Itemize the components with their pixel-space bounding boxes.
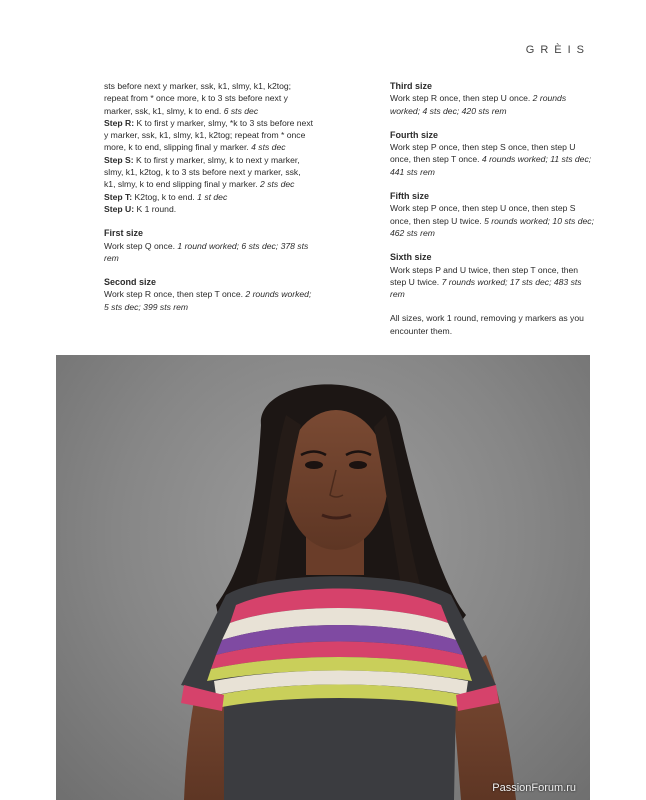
sixth-size-text: Work steps P and U twice, then step T once, then step U twice. 7 rounds worked; 17 sts dec; 483 sts rem	[390, 264, 582, 300]
model-illustration	[56, 355, 590, 800]
third-size-text: Work step R once, then step U once. 2 rounds worked; 4 sts dec; 420 sts rem	[390, 93, 567, 116]
sixth-size-heading: Sixth size	[390, 252, 432, 263]
right-column	[390, 80, 595, 337]
fifth-size-text: Work step P once, then step U once, then step S once, then step U twice. 5 rounds worked; 10 sts dec; 462 sts rem	[390, 203, 594, 238]
second-size-text: Work step R once, then step T once. 2 rounds worked; 5 sts dec; 399 sts rem	[104, 289, 312, 312]
model-photo	[56, 355, 590, 800]
instruction-intro: sts before next y marker, ssk, k1, slmy, k1, k2tog; repeat from * once more, k to 3 sts before next y marker, ssk, k1, slmy, k to end. 6 sts dec	[104, 81, 292, 116]
watermark: PassionForum.ru	[492, 782, 576, 794]
fourth-size-heading: Fourth size	[390, 129, 439, 140]
step-s: Step S: K to first y marker, slmy, k to next y marker, slmy, k1, k2tog, k to 3 sts before next y marker, ssk, k1, slmy, k to end slipping final y marker. 2 sts dec	[104, 154, 301, 190]
all-sizes-text: All sizes, work 1 round, removing y markers as you encounter them.	[390, 313, 584, 336]
fourth-size-text: Work step P once, then step S once, then step U once, then step T once. 4 rounds worked; 11 sts dec; 441 sts rem	[390, 142, 592, 177]
first-size-heading: First size	[104, 228, 144, 239]
second-size-heading: Second size	[104, 277, 157, 288]
left-column	[104, 80, 314, 313]
step-r: Step R: K to first y marker, slmy, *k to 3 sts before next y marker, ssk, k1, slmy, k1, k2tog; repeat from * once more, k to end, slipping final y marker. 4 sts dec	[104, 117, 314, 153]
step-u: Step U: K 1 round.	[104, 203, 177, 214]
step-t: Step T: K2tog, k to end. 1 st dec	[104, 191, 228, 202]
brand-header: GRÈIS	[525, 44, 590, 56]
first-size-text: Work step Q once. 1 round worked; 6 sts dec; 378 sts rem	[104, 240, 309, 263]
fifth-size-heading: Fifth size	[390, 191, 430, 202]
third-size-heading: Third size	[390, 81, 433, 91]
